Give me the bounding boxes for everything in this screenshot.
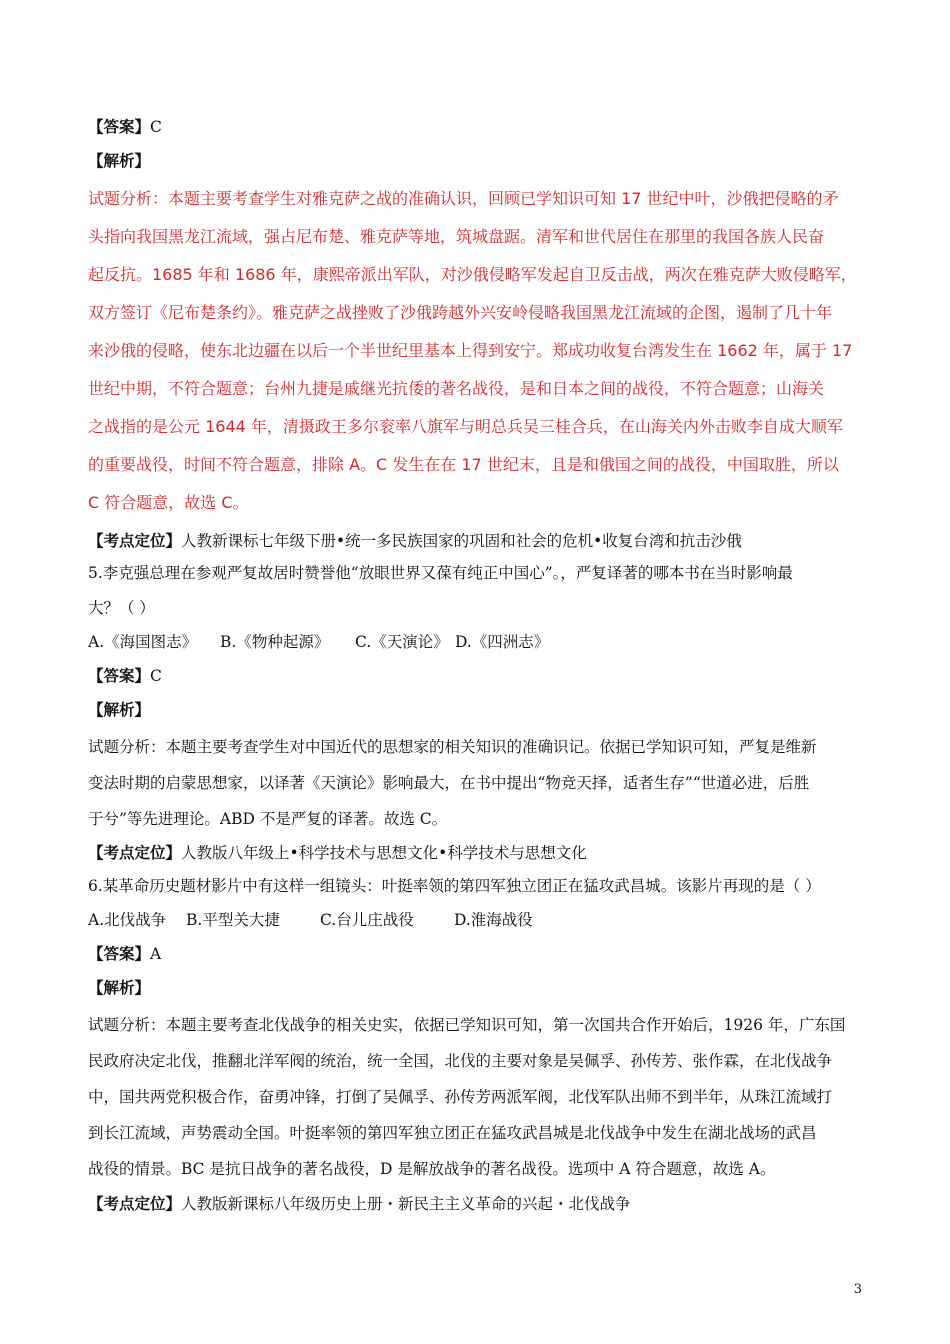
- prev-analysis-line: 来沙俄的侵略，使东北边疆在以后一个半世纪里基本上得到安宁。郑成功收复台湾发生在 1662 年，属于 17: [88, 341, 853, 360]
- q6-option-a: A.北伐战争: [88, 911, 167, 929]
- q5-kaodian: 【考点定位】人教版八年级上•科学技术与思想文化•科学技术与思想文化: [88, 843, 587, 862]
- section-label: 【解析】: [88, 978, 151, 997]
- section-label: 【答案】: [88, 944, 151, 963]
- prev-analysis-heading: [88, 150, 150, 172]
- q6-analysis-heading: [88, 977, 150, 999]
- q5-stem-line: 5.李克强总理在参观严复故居时赞誉他“放眼世界又葆有纯正中国心”。，严复译著的哪本书在当时影响最: [88, 564, 793, 582]
- prev-analysis-line: 的重要战役，时间不符合题意，排除 A。C 发生在在 17 世纪末，且是和俄国之间的战役，中国取胜，所以: [88, 455, 839, 474]
- prev-analysis-line: 双方签订《尼布楚条约》。雅克萨之战挫败了沙俄跨越外兴安岭侵略我国黑龙江流域的企图，遏制了几十年: [88, 303, 833, 322]
- q6-stem: 6.某革命历史题材影片中有这样一组镜头：叶挺率领的第四军独立团正在猛攻武昌城。该影片再现的是（ ）: [88, 877, 821, 895]
- section-label: 【考点定位】: [88, 531, 182, 550]
- q6-analysis-line: 中，国共两党积极合作，奋勇冲锋，打倒了吴佩孚、孙传芳两派军阀，北伐军队出师不到半年，从珠江流域打: [88, 1088, 833, 1106]
- q5-stem-line: 大？（ ）: [88, 599, 155, 617]
- section-label: 【考点定位】: [88, 843, 182, 862]
- prev-kaodian: 【考点定位】人教新课标七年级下册•统一多民族国家的巩固和社会的危机•收复台湾和抗击沙俄: [88, 531, 742, 550]
- page-number: 3: [853, 1282, 862, 1297]
- q6-option-b: B.平型关大捷: [186, 911, 280, 929]
- q5-option-c: C.《天演论》: [355, 633, 449, 651]
- q5-answer: 【答案】C: [88, 666, 162, 685]
- q5-analysis-line: 变法时期的启蒙思想家，以译著《天演论》影响最大，在书中提出“物竞天择，适者生存”“世道必进，后胜: [88, 774, 810, 792]
- q5-option-b: B.《物种起源》: [220, 633, 330, 651]
- q6-analysis-line: 民政府决定北伐，推翻北洋军阀的统治，统一全国，北伐的主要对象是吴佩孚、孙传芳、张作霖，在北伐战争: [88, 1052, 833, 1070]
- section-label: 【解析】: [88, 151, 151, 170]
- prev-analysis-line: C 符合题意，故选 C。: [88, 493, 249, 512]
- q5-option-d: D.《四洲志》: [455, 633, 550, 651]
- q5-analysis-line: 试题分析：本题主要考查学生对中国近代的思想家的相关知识的准确识记。依据已学知识可知，严复是维新: [88, 738, 817, 756]
- q5-option-a: A.《海国图志》: [88, 633, 198, 651]
- q5-options: [88, 631, 549, 653]
- q5-analysis-line: 于兮”等先进理论。ABD 不是严复的译著。故选 C。: [88, 810, 448, 828]
- section-label: 【答案】: [88, 666, 151, 685]
- section-label: 【答案】: [88, 117, 151, 136]
- q5-analysis-heading: [88, 699, 150, 721]
- prev-analysis-line: 试题分析：本题主要考查学生对雅克萨之战的准确认识，回顾已学知识可知 17 世纪中叶，沙俄把侵略的矛: [88, 189, 839, 208]
- q6-options: [88, 909, 533, 931]
- prev-analysis-line: 头指向我国黑龙江流域，强占尼布楚、雅克萨等地，筑城盘踞。清军和世代居住在那里的我国各族人民奋: [88, 227, 825, 246]
- q6-option-d: D.淮海战役: [454, 911, 533, 929]
- q6-option-c: C.台儿庄战役: [320, 911, 414, 929]
- q6-analysis-line: 试题分析：本题主要考查北伐战争的相关史实，依据已学知识可知，第一次国共合作开始后，1926 年，广东国: [88, 1016, 846, 1034]
- section-label: 【解析】: [88, 700, 151, 719]
- prev-analysis-line: 之战指的是公元 1644 年，清摄政王多尔衮率八旗军与明总兵吴三桂合兵，在山海关内外击败李自成大顺军: [88, 417, 843, 436]
- q6-analysis-line: 到长江流域，声势震动全国。叶挺率领的第四军独立团正在猛攻武昌城是北伐战争中发生在湖北战场的武昌: [88, 1124, 817, 1142]
- q6-answer: 【答案】A: [88, 944, 162, 963]
- q6-kaodian: 【考点定位】人教版新课标八年级历史上册・新民主主义革命的兴起・北伐战争: [88, 1194, 631, 1213]
- prev-answer: 【答案】C: [88, 117, 162, 136]
- prev-analysis-line: 世纪中期，不符合题意；台州九捷是戚继光抗倭的著名战役，是和日本之间的战役，不符合题意；山海关: [88, 379, 825, 398]
- q6-analysis-line: 战役的情景。BC 是抗日战争的著名战役，D 是解放战争的著名战役。选项中 A 符合题意，故选 A。: [88, 1160, 776, 1178]
- prev-analysis-line: 起反抗。1685 年和 1686 年，康熙帝派出军队，对沙俄侵略军发起自卫反击战，两次在雅克萨大败侵略军，: [88, 265, 857, 284]
- section-label: 【考点定位】: [88, 1194, 182, 1213]
